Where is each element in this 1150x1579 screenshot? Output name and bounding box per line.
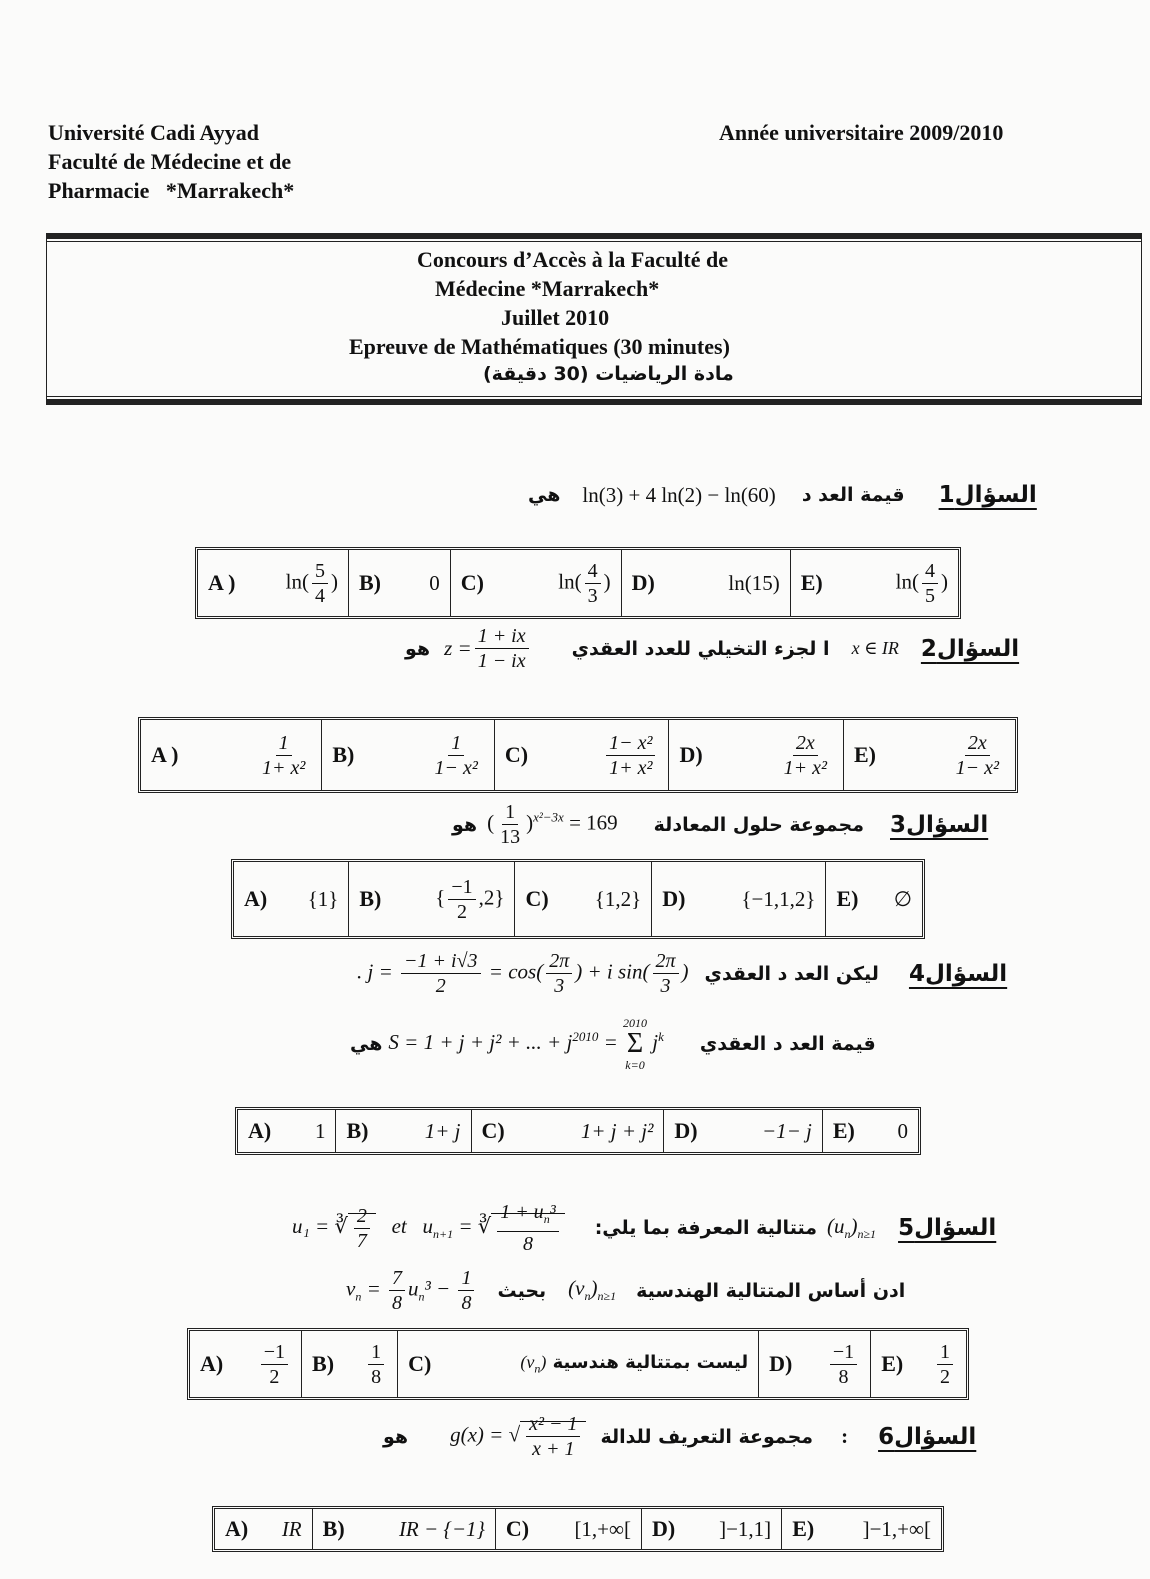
q3-option-c[interactable]: C) {1,2}	[515, 862, 652, 936]
q1-options	[195, 547, 961, 619]
q3-expression: ( $\frac{1}{13}$ )$^{x^2-3x}$ = 169	[487, 801, 618, 848]
q4-option-e[interactable]: E) 0	[832, 1118, 908, 1143]
title-line-1: Concours d’Accès à la Faculté de	[417, 247, 729, 272]
q3-option-b[interactable]: B) { $\frac{-1}{2}$ ,2}	[349, 862, 515, 936]
q2-option-b[interactable]: B) $\frac{1}{\text{1− x²}}$	[322, 720, 495, 790]
q1-label: السؤال1	[938, 482, 1037, 508]
q4-option-b[interactable]: B) 1+ j	[336, 1110, 471, 1152]
q3-option-d[interactable]: D) {−1,1,2}	[652, 862, 826, 936]
q4-text: ليكن العد د العقدي	[704, 962, 879, 985]
q2-option-d[interactable]: D) $\frac{2x}{\text{1+ x²}}$	[669, 720, 844, 790]
q5-text: متتالية المعرفة بما يلي:	[594, 1217, 817, 1239]
university-header	[48, 118, 294, 205]
q2-label: السؤال2	[920, 635, 1020, 662]
q3-label: السؤال3	[890, 811, 989, 838]
q5-label: السؤال5	[898, 1215, 997, 1241]
q4-text-2: قيمة العد د العقدي	[699, 1033, 876, 1055]
question-4	[357, 949, 1007, 998]
q4-sum-expression: S = 1 + j + j² + ... + $j^{2010}$ = 2010 Σ k=0 $j^k$	[388, 1016, 664, 1072]
question-1	[528, 482, 1037, 508]
faculty-name: Faculté de Médecine et de	[48, 149, 292, 174]
q6-option-e[interactable]: E) ]−1,+∞[	[792, 1516, 931, 1541]
q1-option-d[interactable]: D) ln(15)	[622, 550, 791, 616]
q4-options	[235, 1107, 921, 1155]
q2-option-c[interactable]: C) $\frac{\text{1− x²}}{\text{1+ x²}}$	[495, 720, 670, 790]
q2-option-e[interactable]: E) $\frac{2x}{\text{1− x²}}$	[853, 731, 999, 779]
q2-condition: x ∈ IR	[851, 638, 899, 658]
q4-option-d[interactable]: D) −1− j	[664, 1110, 822, 1152]
q4-tail: هي	[350, 1033, 383, 1055]
q5-options	[187, 1328, 969, 1400]
q5-v-expression: $v_n$ = $\frac{7}{8}$ $u_n^3$ − $\frac{1}{8}$	[346, 1266, 477, 1315]
title-line-3: Juillet 2010	[501, 305, 610, 330]
q1-text: قيمة العد د	[801, 484, 905, 506]
q6-label: السؤال6	[878, 1423, 977, 1450]
q5-option-c[interactable]: C) ليست بمتتالية هندسية $(v_n)$	[398, 1331, 759, 1397]
question-5	[292, 1200, 996, 1256]
q5-option-d[interactable]: D) $\frac{-1}{8}$	[759, 1331, 871, 1397]
q4-expression: . j = $\frac{-1 + i√3}{2}$ = cos( $\frac{2\pi}{3}$ ) + i sin( $\frac{2\pi}{3}$ )	[357, 950, 689, 997]
q6-option-c[interactable]: C) [1,+∞[	[496, 1509, 642, 1549]
q4-option-a[interactable]: A) 1	[238, 1110, 336, 1152]
q2-expression: $\frac{1 + ix}{1 - ix}$	[475, 624, 529, 673]
q5-sequence-v: $(v_n)_{n\ge 1}$	[568, 1276, 617, 1304]
q4-label: السؤال4	[908, 960, 1008, 987]
q6-option-a[interactable]: A) IR	[215, 1509, 313, 1549]
q2-tail: هو	[405, 637, 431, 660]
question-2: هو z = $\frac{1 + ix}{1 - ix}$ ا لجزء التخيلي للعدد العقدي x ∈ IR السؤال2	[405, 625, 1020, 672]
q1-option-e[interactable]: E) ln( $\frac{4}{5}$ )	[800, 559, 948, 607]
q1-option-a[interactable]: A ) ln( $\frac{5}{4}$ )	[198, 550, 349, 616]
question-6	[383, 1412, 976, 1461]
question-4-line-2	[350, 1016, 876, 1072]
q5-sequence: $(u_n)_{n\ge 1}$	[826, 1213, 877, 1242]
q5-option-b[interactable]: B) $\frac{1}{8}$	[302, 1331, 398, 1397]
title-line-4: Epreuve de Mathématiques (30 minutes)	[349, 334, 730, 359]
q2-options	[138, 717, 1018, 793]
title-line-2: Médecine *Marrakech*	[435, 276, 660, 301]
question-5-line-2	[346, 1266, 905, 1315]
q5-expression: u₁ = ∛ $\frac{2}{7}$ et $u_{n+1}$ = ∛ $\frac{1 + u_n^3}{8}$	[292, 1200, 565, 1256]
q1-option-c[interactable]: C) ln( $\frac{4}{3}$ )	[451, 550, 622, 616]
q6-options	[212, 1506, 944, 1552]
q6-colon: :	[841, 1424, 849, 1448]
q3-option-a[interactable]: A) {1}	[234, 862, 349, 936]
q3-option-e[interactable]: E) ∅	[836, 886, 912, 911]
q2-option-a[interactable]: A ) $\frac{1}{\text{1+ x²}}$	[141, 720, 322, 790]
q3-text: مجموعة حلول المعادلة	[653, 813, 864, 836]
q6-tail: هو	[383, 1425, 409, 1448]
q4-option-c[interactable]: C) 1+ j + j²	[472, 1110, 665, 1152]
q1-expression: ln(3) + 4 ln(2) − ln(60)	[582, 482, 776, 507]
q2-text: ا لجزء التخيلي للعدد العقدي	[571, 637, 830, 660]
q1-option-b[interactable]: B) 0	[349, 550, 451, 616]
q6-option-b[interactable]: B) IR − {−1}	[313, 1509, 496, 1549]
academic-year: Année universitaire 2009/2010	[719, 120, 1004, 145]
q5-mid: بحيث	[497, 1279, 547, 1302]
q3-options	[231, 859, 925, 939]
title-line-5: مادة الرياضيات (30 دقيقة)	[483, 363, 734, 385]
q6-expression: g(x) = √ $\frac{\text{x² − 1}}{x + 1}$	[450, 1412, 586, 1461]
q3-tail: هو	[452, 813, 478, 836]
q1-tail: هي	[528, 484, 561, 506]
question-3	[452, 800, 988, 849]
q5-option-a[interactable]: A) $\frac{-1}{2}$	[190, 1331, 302, 1397]
exam-title-box	[46, 233, 1142, 405]
university-name: Université Cadi Ayyad	[48, 120, 260, 145]
q5-text-2: ادن أساس المتتالية الهندسية	[636, 1279, 906, 1302]
q5-option-e[interactable]: E) $\frac{1}{2}$	[871, 1331, 966, 1397]
faculty-city: Pharmacie *Marrakech*	[48, 178, 295, 203]
q6-option-d[interactable]: D) ]−1,1]	[642, 1509, 782, 1549]
q6-text: مجموعة التعريف للدالة	[600, 1425, 814, 1448]
